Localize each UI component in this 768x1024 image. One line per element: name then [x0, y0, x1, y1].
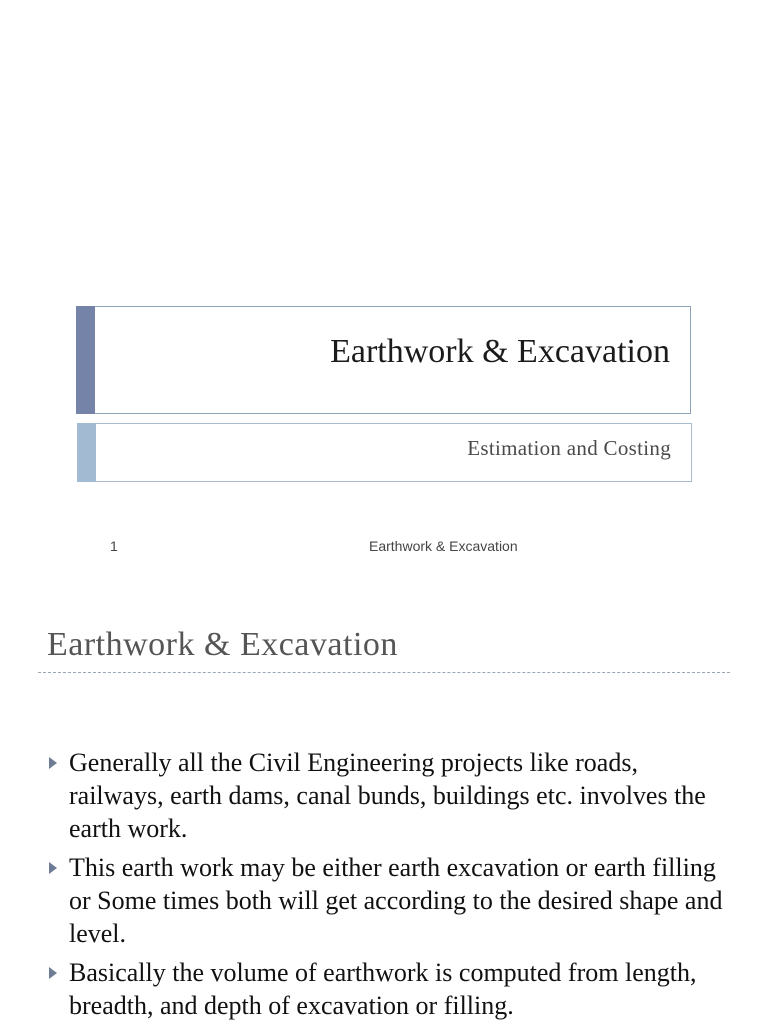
content-slide	[0, 590, 768, 1024]
bullet-list	[45, 746, 725, 1024]
bullet-item	[45, 851, 725, 950]
heading-divider	[38, 672, 730, 673]
slide-title: Earthwork & Excavation	[330, 333, 670, 370]
slide-footer: Earthwork & Excavation	[369, 538, 518, 554]
subtitle-box	[77, 423, 692, 482]
slide-subtitle: Estimation and Costing	[467, 436, 671, 460]
bullet-arrow-icon	[49, 862, 57, 874]
bullet-text: Basically the volume of earthwork is computed from length, breadth, and depth of excavation or filling.	[69, 958, 697, 1020]
title-accent-bar	[76, 306, 95, 414]
subtitle-accent-bar	[77, 423, 96, 482]
title-box	[76, 306, 691, 414]
bullet-arrow-icon	[49, 757, 57, 769]
bullet-arrow-icon	[49, 967, 57, 979]
bullet-text: This earth work may be either earth excavation or earth filling or Some times both will get according to the desired shape and level.	[69, 853, 723, 948]
content-heading: Earthwork & Excavation	[47, 626, 398, 663]
bullet-text: Generally all the Civil Engineering projects like roads, railways, earth dams, canal bunds, buildings etc. involves the earth work.	[69, 748, 706, 843]
bullet-item	[45, 956, 725, 1022]
bullet-item	[45, 746, 725, 845]
slide-number: 1	[110, 538, 118, 554]
